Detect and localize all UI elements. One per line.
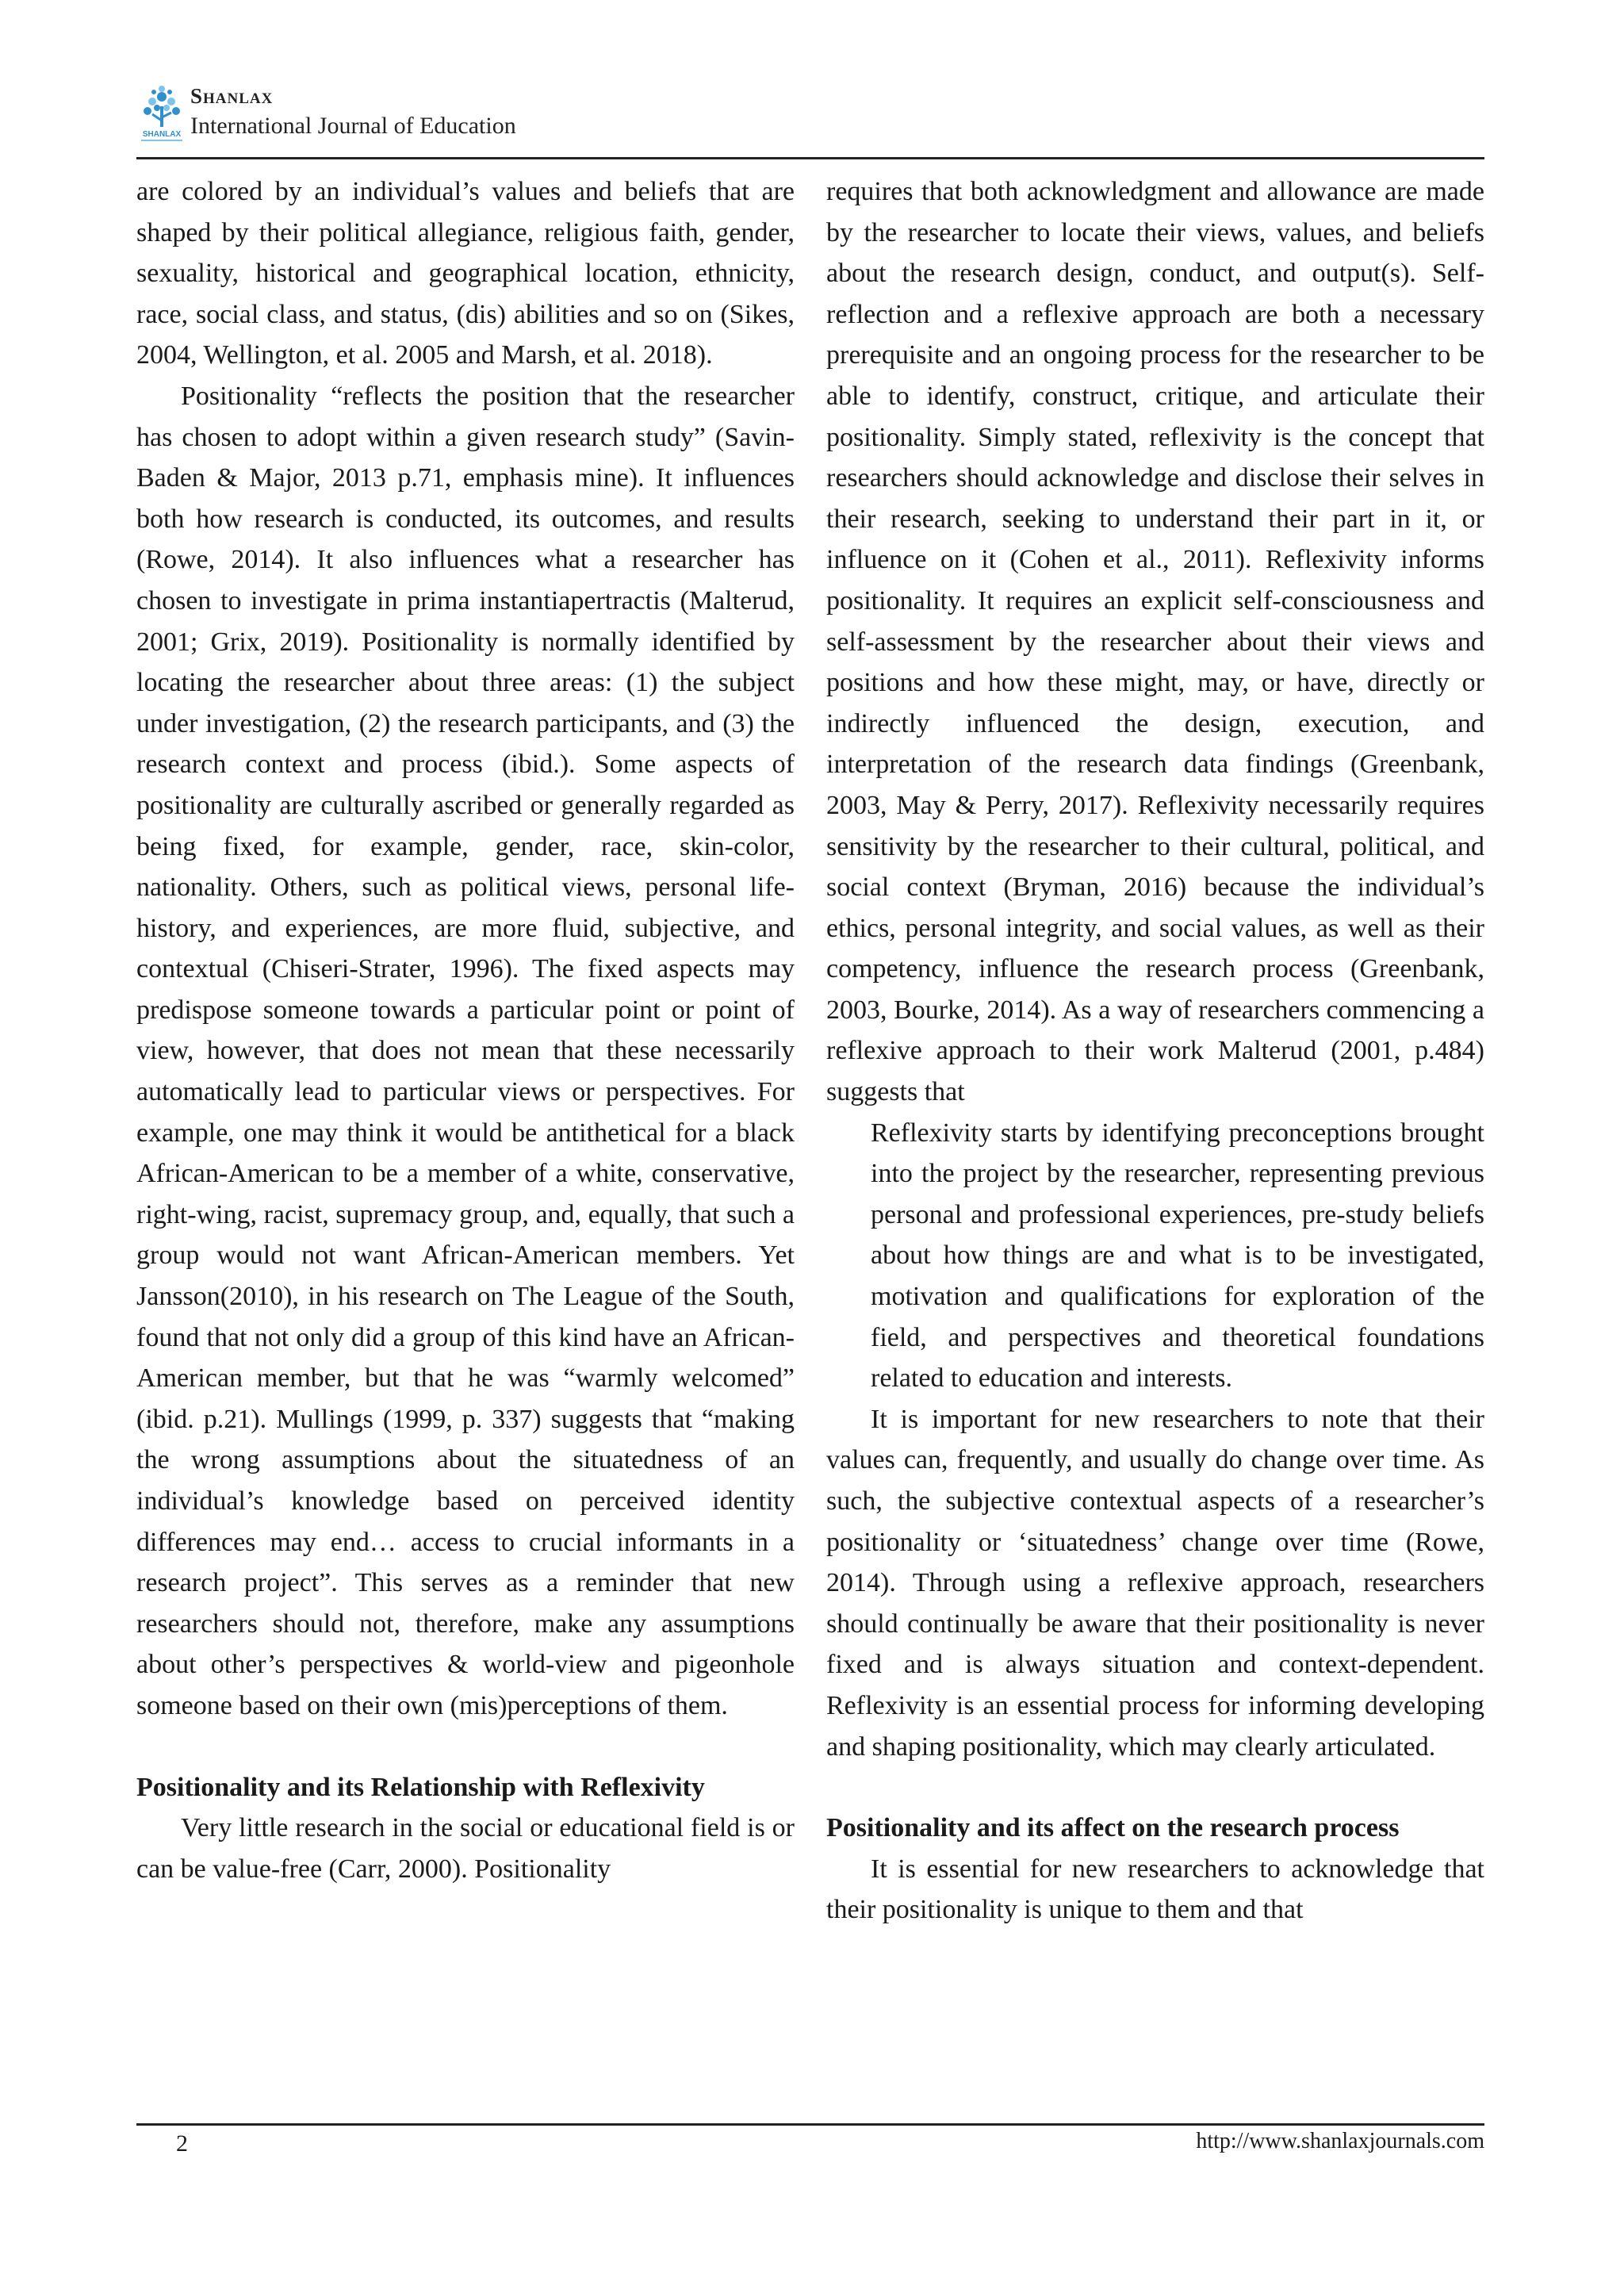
journal-url-link[interactable]: http://www.shanlaxjournals.com bbox=[1196, 2129, 1484, 2153]
page-header bbox=[136, 82, 1484, 157]
right-paragraph-1: requires that both acknowledgment and allowance are made by the researcher to locate their views, values, and beliefs about the research design, conduct, and output(s). Self-reflection and a reflexive approach are both a necessary prerequisite and an ongoing process for the researcher to be able to identify, construct, critique, and articulate their positionality. Simply stated, reflexivity is the concept that researchers should acknowledge and disclose their selves in their research, seeking to understand their part in it, or influence on it (Cohen et al., 2011). Reflexivity informs positionality. It requires an explicit self-consciousness and self-assessment by the researcher about their views and positions and how these might, may, or have, directly or indirectly influenced the design, execution, and interpretation of the research data findings (Greenbank, 2003, May & Perry, 2017). Reflexivity necessarily requires sensitivity by the researcher to their cultural, political, and social context (Bryman, 2016) because the individual’s ethics, personal integrity, and social values, as well as their competency, influence the research process (Greenbank, 2003, Bourke, 2014). As a way of researchers commencing a reflexive approach to their work Malterud (2001, p.484) suggests that bbox=[826, 177, 1484, 1107]
left-column bbox=[136, 171, 795, 1889]
brand-name: Shanlax bbox=[190, 84, 274, 108]
right-section-heading: Positionality and its affect on the research process bbox=[826, 1813, 1400, 1843]
left-section-heading: Positionality and its Relationship with Reflexivity bbox=[136, 1772, 705, 1802]
right-paragraph-2: It is important for new researchers to note that their values can, frequently, and usually do change over time. As such, the subjective contextual aspects of a researcher’s positionality or ‘situatedness’ change over time (Rowe, 2014). Through using a reflexive approach, researchers should continually be aware that their positionality is never fixed and is always situation and context-dependent. Reflexivity is an essential process for informing developing and shaping positionality, which may clearly articulated. bbox=[826, 1404, 1484, 1762]
left-paragraph-3: Very little research in the social or educational field is or can be value-free (Carr, 2000). Positionality bbox=[136, 1813, 795, 1884]
right-paragraph-3: It is essential for new researchers to acknowledge that their positionality is unique to them and that bbox=[826, 1854, 1484, 1925]
left-paragraph-1: are colored by an individual’s values and beliefs that are shaped by their political allegiance, religious faith, gender, sexuality, historical and geographical location, ethnicity, race, social class, and status, (dis) abilities and so on (Sikes, 2004, Wellington, et al. 2005 and Marsh, et al. 2018). bbox=[136, 177, 795, 370]
page-number: 2 bbox=[176, 2130, 188, 2157]
right-column bbox=[826, 171, 1484, 1931]
footer-divider bbox=[136, 2123, 1484, 2126]
left-paragraph-2: Positionality “reflects the position that the researcher has chosen to adopt within a given research study” (Savin-Baden & Major, 2013 p.71, emphasis mine). It influences both how research is conducted, its outcomes, and results (Rowe, 2014). It also influences what a researcher has chosen to investigate in prima instantiapertractis (Malterud, 2001; Grix, 2019). Positionality is normally identified by locating the researcher about three areas: (1) the subject under investigation, (2) the research participants, and (3) the research context and process (ibid.). Some aspects of positionality are culturally ascribed or generally regarded as being fixed, for example, gender, race, skin-color, nationality. Others, such as political views, personal life-history, and experiences, are more fluid, subjective, and contextual (Chiseri-Strater, 1996). The fixed aspects may predispose someone towards a particular point or point of view, however, that does not mean that these necessarily automatically lead to particular views or perspectives. For example, one may think it would be antithetical for a black African-American to be a member of a white, conservative, right-wing, racist, supremacy group, and, equally, that such a group would not want African-American members. Yet Jansson(2010), in his research on The League of the South, found that not only did a group of this kind have an African-American member, but that he was “warmly welcomed” (ibid. p.21). Mullings (1999, p. 337) suggests that “making the wrong assumptions about the situatedness of an individual’s knowledge based on perceived identity differences may end… access to crucial informants in a research project”. This serves as a reminder that new researchers should not, therefore, make any assumptions about other’s perspectives & world-view and pigeonhole someone based on their own (mis)perceptions of them. bbox=[136, 381, 795, 1720]
block-quote: Reflexivity starts by identifying preconceptions brought into the project by the researcher, representing previous personal and professional experiences, pre-study beliefs about how things are and what is to be investigated, motivation and qualifications for exploration of the field, and perspectives and theoretical foundations related to education and interests. bbox=[871, 1118, 1484, 1394]
journal-title: International Journal of Education bbox=[190, 113, 516, 139]
shanlax-logo-icon bbox=[136, 82, 187, 149]
logo-wordmark: SHANLAX bbox=[142, 130, 182, 139]
header-divider bbox=[136, 157, 1484, 159]
